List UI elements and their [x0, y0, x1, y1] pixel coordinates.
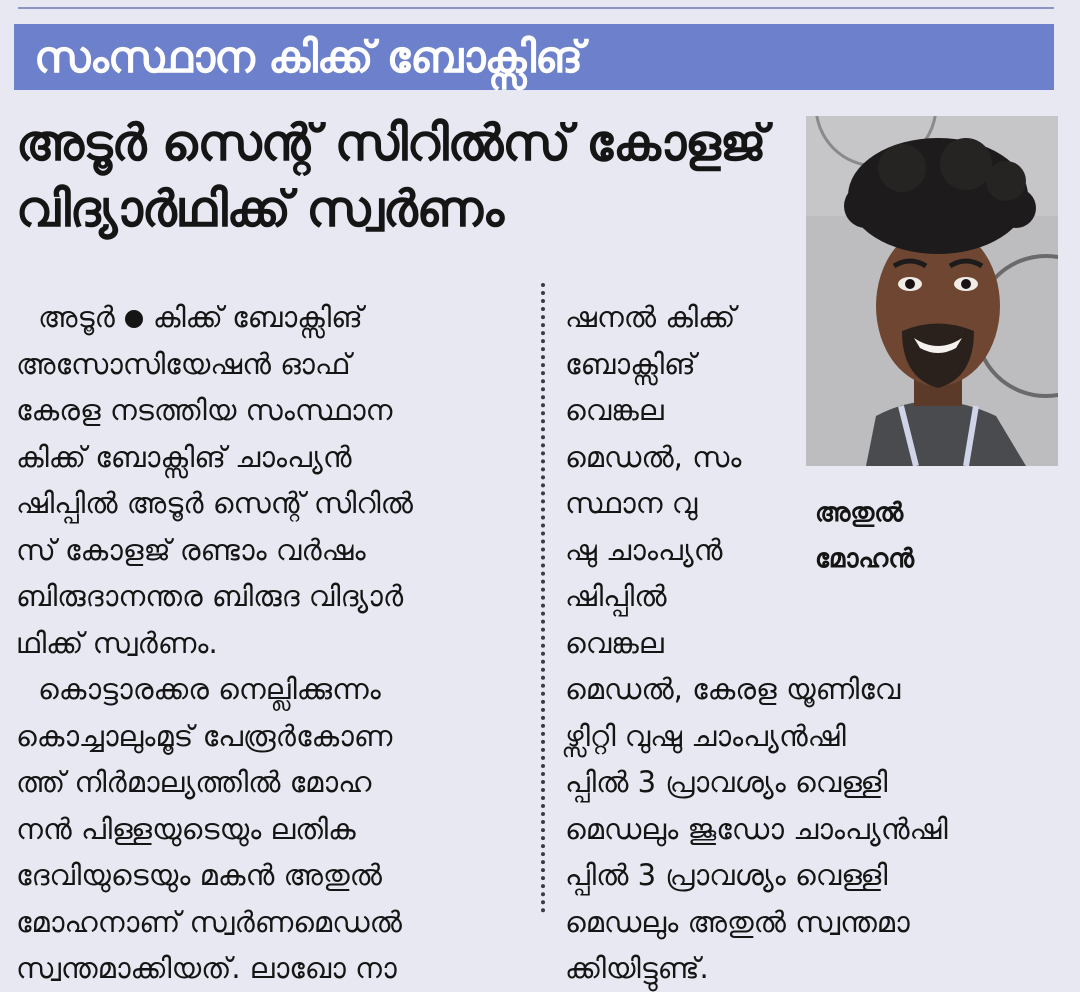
body-line: പ്പിൽ 3 പ്രാവശ്യം വെള്ളി [565, 858, 888, 892]
headline-line-1: അടൂർ സെന്റ് സിറിൽസ് കോളജ് [16, 114, 766, 172]
caption-line-1: അതുൽ [815, 498, 904, 528]
body-line: ബിരുദാനന്തര ബിരുദ വിദ്യാർ [16, 579, 404, 613]
body-line: മെഡൽ, കേരള യൂണിവേ [565, 672, 901, 706]
body-line: മെഡലും ജൂഡോ ചാംപ്യൻഷി [565, 811, 948, 846]
article-column-2 [565, 294, 948, 992]
article-column-1 [16, 294, 413, 992]
body-line: ദേവിയുടെയും മകൻ അതുൽ [16, 858, 382, 892]
column-divider [541, 283, 545, 913]
top-rule [18, 7, 1054, 9]
headline [16, 110, 796, 242]
body-line: പ്പിൽ 3 പ്രാവശ്യം വെള്ളി [565, 765, 888, 799]
body-line: ഷു ചാംപ്യൻ [565, 532, 723, 567]
body-line: നൻ പിള്ളയുടെയും ലതിക [16, 811, 356, 846]
section-title: സംസ്ഥാന കിക്ക് ബോക്സിങ് [34, 31, 583, 83]
body-line: മെഡൽ, സം [565, 439, 742, 474]
body-line: കിക്ക് ബോക്സിങ് ചാംപ്യൻ [16, 439, 352, 474]
body-line: ക്കിയിട്ടുണ്ട്. [565, 951, 709, 985]
body-line: ത്ത് നിർമാല്യത്തിൽ മോഹ [16, 765, 372, 799]
body-line: കേരള നടത്തിയ സംസ്ഥാന [16, 393, 393, 427]
body-line: മെഡലും അതുൽ സ്വന്തമാ [565, 904, 910, 939]
body-line: സ് കോളജ് രണ്ടാം വർഷം [16, 532, 366, 567]
body-line: സ്ഥാന വു [565, 486, 698, 520]
dateline: അടൂർ [38, 300, 115, 334]
headline-line-2: വിദ്യാർഥിക്ക് സ്വർണം [16, 180, 504, 238]
body-line: ഷിപ്പിൽ അടൂർ സെന്റ് സിറിൽ [16, 486, 413, 520]
body-line: വെങ്കല [565, 393, 664, 427]
bullet-dot-icon [125, 310, 143, 328]
body-line: ഷിപ്പിൽ [565, 579, 667, 613]
body-line: ബോക്സിങ് [565, 346, 696, 381]
body-line: കൊച്ചാലുംമൂട് പേരൂർകോണ [16, 718, 393, 753]
body-line: ഥിക്ക് സ്വർണം. [16, 625, 218, 660]
body-line: വെങ്കല [565, 625, 664, 660]
body-line: കൊട്ടാരക്കര നെല്ലിക്കുന്നം [38, 672, 381, 706]
body-line: ഷനൽ കിക്ക് [565, 300, 736, 334]
body-line: ഴ്സിറ്റി വുഷു ചാംപ്യൻഷി [565, 718, 846, 753]
body-line: മോഹനാണ് സ്വർണമെഡൽ [16, 904, 402, 939]
body-line: അസോസിയേഷൻ ഓഫ് [16, 346, 351, 381]
dateline-line [16, 294, 413, 341]
caption-line-2: മോഹൻ [815, 544, 915, 574]
body-line: കിക്ക് ബോക്സിങ് [152, 300, 363, 334]
body-line: സ്വന്തമാക്കിയത്. ലാഖോ നാ [16, 951, 397, 985]
section-banner [14, 24, 1054, 90]
